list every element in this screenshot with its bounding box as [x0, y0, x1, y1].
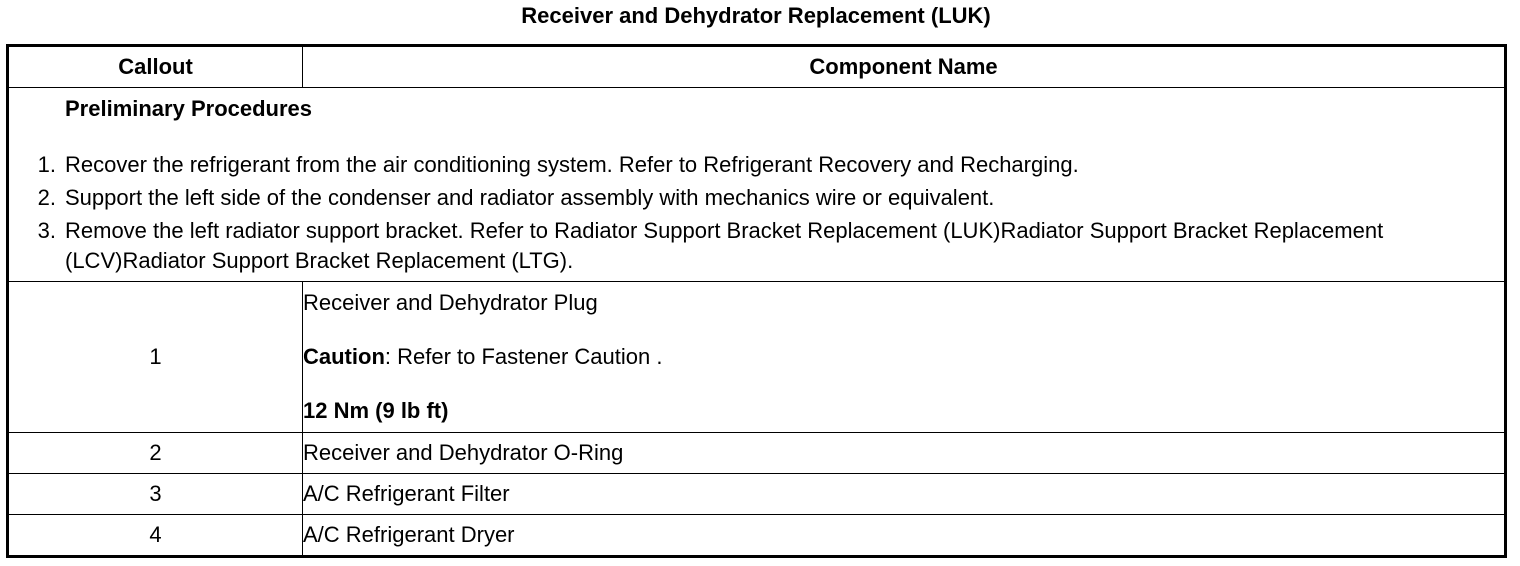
step-text: Remove the left radiator support bracket. Refer to Radiator Support Bracket Replacement (LUK)Radiator Support Bracket Replacement (LCV)Radiator Support Bracket Replacement (LTG). [65, 218, 1384, 273]
component-cell: A/C Refrigerant Dryer [303, 515, 1506, 557]
table-row [8, 282, 1506, 433]
component-cell: Receiver and Dehydrator O-Ring [303, 433, 1506, 474]
callout-cell: 3 [8, 474, 303, 515]
callout-cell: 4 [8, 515, 303, 557]
preliminary-procedures-row [8, 88, 1506, 282]
component-name: Receiver and Dehydrator Plug [303, 290, 598, 315]
caution-note [303, 344, 1504, 370]
list-item [9, 183, 1504, 213]
page-title: Receiver and Dehydrator Replacement (LUK) [521, 3, 991, 28]
table-header-row [8, 46, 1506, 88]
component-cell: A/C Refrigerant Filter [303, 474, 1506, 515]
preliminary-procedures-heading: Preliminary Procedures [65, 96, 313, 121]
table-row [8, 433, 1506, 474]
step-text: Support the left side of the condenser and radiator assembly with mechanics wire or equivalent. [65, 185, 995, 210]
list-item [9, 150, 1504, 180]
preliminary-procedures-cell [8, 88, 1506, 282]
callout-cell: 2 [8, 433, 303, 474]
component-name-column-header: Component Name [303, 46, 1506, 88]
caution-label: Caution [303, 344, 385, 369]
preliminary-steps-list [9, 150, 1504, 276]
table-row [8, 515, 1506, 557]
list-item [9, 216, 1504, 276]
callout-column-header: Callout [8, 46, 303, 88]
step-number: 2. [37, 185, 56, 210]
table-row [8, 474, 1506, 515]
step-number: 3. [37, 218, 56, 243]
torque-spec: 12 Nm (9 lb ft) [303, 398, 449, 423]
step-text: Recover the refrigerant from the air conditioning system. Refer to Refrigerant Recovery and Recharging. [65, 152, 1079, 177]
caution-text: : Refer to Fastener Caution . [384, 344, 663, 369]
step-number: 1. [37, 152, 56, 177]
callout-cell: 1 [8, 282, 303, 433]
components-table [6, 44, 1507, 558]
component-cell [303, 282, 1506, 433]
